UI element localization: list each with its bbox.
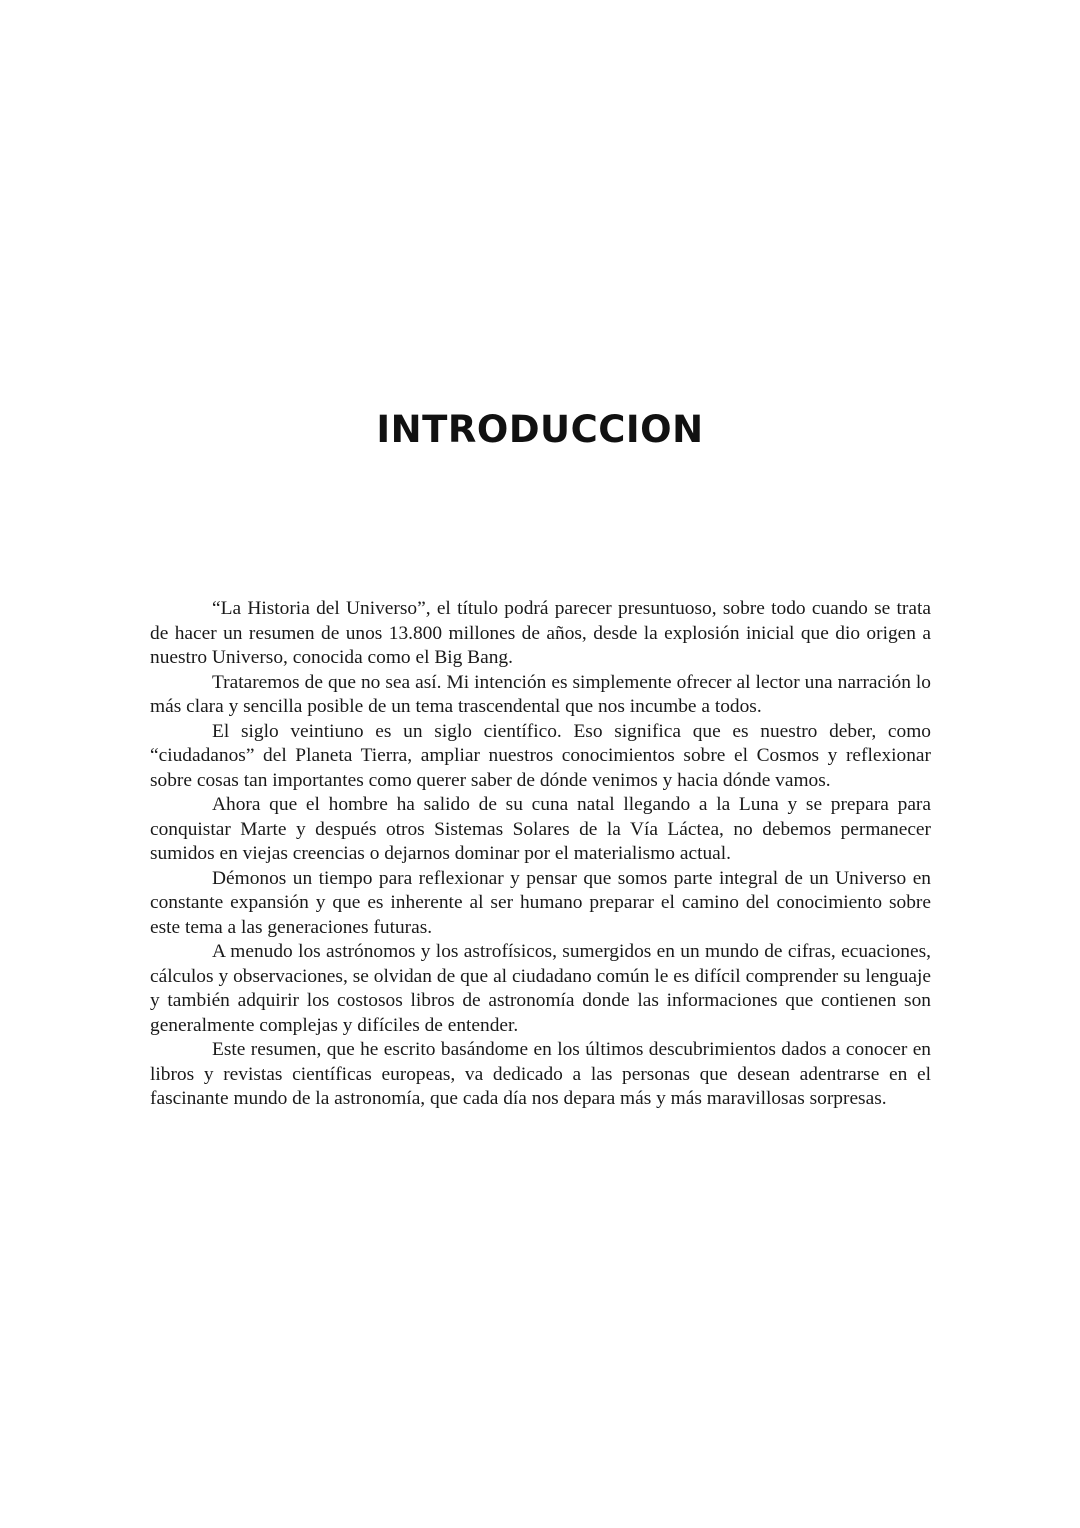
paragraph-7: Este resumen, que he escrito basándome en los últimos descubrimientos dados a conocer en libros y revistas científicas europeas, va dedicado a las personas que desean adentrarse en el fascinante mundo de la astronomía, que cada día nos depara más y más maravillosas sorpresas. xyxy=(150,1039,931,1109)
paragraph-6: A menudo los astrónomos y los astrofísicos, sumergidos en un mundo de cifras, ecuaciones, cálculos y observaciones, se olvidan de que al ciudadano común le es difícil comprender su lenguaje y también adquirir los costosos libros de astronomía donde las informaciones que contienen son generalmente complejas y difíciles de entender. xyxy=(150,941,931,1036)
paragraph-3: El siglo veintiuno es un siglo científico. Eso significa que es nuestro deber, como “ciudadanos” del Planeta Tierra, ampliar nuestros conocimientos sobre el Cosmos y reflexionar sobre cosas tan importantes como querer saber de dónde venimos y hacia dónde vamos. xyxy=(150,720,931,791)
paragraph-2: Trataremos de que no sea así. Mi intención es simplemente ofrecer al lector una narración lo más clara y sencilla posible de un tema trascendental que nos incumbe a todos. xyxy=(150,671,931,717)
paragraph-4: Ahora que el hombre ha salido de su cuna natal llegando a la Luna y se prepara para conquistar Marte y después otros Sistemas Solares de la Vía Láctea, no debemos permanecer sumidos en viejas creencias o dejarnos dominar por el materialismo actual. xyxy=(150,794,931,864)
paragraph-5: Démonos un tiempo para reflexionar y pensar que somos parte integral de un Universo en constante expansión y que es inherente al ser humano preparar el camino del conocimiento sobre este tema a las generaciones futuras. xyxy=(150,867,931,938)
paragraph-1: “La Historia del Universo”, el título podrá parecer presuntuoso, sobre todo cuando se trata de hacer un resumen de unos 13.800 millones de años, desde la explosión inicial que dio origen a nuestro Universo, conocida como el Big Bang. xyxy=(150,598,931,668)
page-title: INTRODUCCION xyxy=(376,408,704,451)
introduction-body xyxy=(150,597,931,1112)
